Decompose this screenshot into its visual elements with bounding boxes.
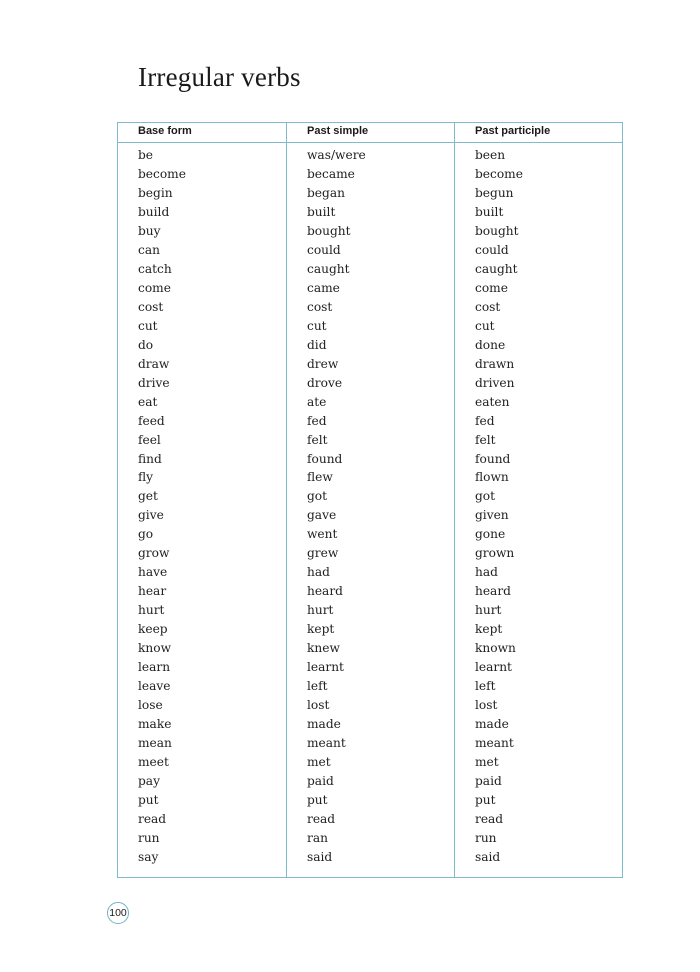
past-simple-cell: kept [307,622,335,637]
header-past-participle: Past participle [475,125,551,137]
past-simple-cell: bought [307,223,351,238]
past-participle-cell: done [475,337,506,352]
table-row [118,468,622,487]
table-row [118,241,622,260]
past-simple-cell: could [307,242,341,257]
past-simple-cell: drove [307,375,343,390]
table-row [118,450,622,469]
table-row [118,412,622,431]
header-past-simple: Past simple [307,125,369,137]
past-simple-cell: did [307,337,327,352]
base-form-cell: pay [138,773,160,788]
past-participle-cell: found [475,451,511,466]
table-row [118,582,622,601]
past-participle-cell: cost [475,299,501,314]
page-title: Irregular verbs [138,62,301,92]
base-form-cell: get [138,489,158,504]
base-form-cell: give [138,508,164,523]
past-participle-cell: hurt [475,603,502,618]
irregular-verbs-table [117,122,623,878]
past-participle-cell: lost [475,698,498,713]
base-form-cell: become [138,166,186,181]
page-number: 100 [107,902,129,924]
base-form-cell: can [138,242,160,257]
base-form-cell: run [138,830,160,845]
past-simple-cell: put [307,792,328,807]
past-participle-cell: meant [475,736,514,751]
base-form-cell: do [138,337,154,352]
past-participle-cell: put [475,792,496,807]
past-simple-cell: hurt [307,603,334,618]
past-simple-cell: meant [307,736,346,751]
base-form-cell: read [138,811,167,826]
base-form-cell: begin [138,185,173,200]
table-row [118,829,622,848]
past-participle-cell: given [475,508,509,523]
past-simple-cell: gave [307,508,337,523]
past-simple-cell: felt [307,432,328,447]
past-simple-cell: fed [307,413,327,428]
base-form-cell: leave [138,679,171,694]
past-simple-cell: went [307,527,338,542]
table-body [118,146,622,867]
base-form-cell: learn [138,660,171,675]
past-participle-cell: got [475,489,496,504]
table-row [118,848,622,867]
past-simple-cell: had [307,565,330,580]
table-row [118,715,622,734]
past-participle-cell: met [475,755,499,769]
past-participle-cell: had [475,565,498,580]
past-participle-cell: run [475,830,497,845]
table-row [118,563,622,582]
base-form-cell: cut [138,318,158,333]
past-participle-cell: gone [475,527,506,542]
past-participle-cell: left [475,679,496,694]
base-form-cell: buy [138,223,161,238]
base-form-cell: lose [138,698,163,713]
table-row [118,298,622,317]
past-participle-cell: come [475,280,508,295]
base-form-cell: hear [138,584,167,599]
past-simple-cell: ran [307,830,328,845]
base-form-cell: build [138,204,170,219]
base-form-cell: grow [138,546,170,561]
base-form-cell: fly [138,470,154,485]
past-simple-cell: began [307,185,345,200]
past-simple-cell: cut [307,318,327,333]
table-row [118,639,622,658]
past-participle-cell: grown [475,546,515,561]
base-form-cell: catch [138,261,172,276]
past-participle-cell: become [475,166,523,181]
base-form-cell: eat [138,394,158,409]
base-form-cell: have [138,565,168,580]
table-row [118,658,622,677]
base-form-cell: drive [138,375,170,390]
table-row [118,506,622,525]
past-participle-cell: bought [475,223,519,238]
base-form-cell: come [138,280,171,295]
header-divider [118,142,622,143]
past-participle-cell: said [475,849,501,864]
past-simple-cell: met [307,755,331,769]
table-row [118,222,622,241]
base-form-cell: put [138,792,159,807]
past-simple-cell: made [307,717,341,732]
base-form-cell: find [138,451,162,466]
table-row [118,203,622,222]
table-row [118,753,622,772]
base-form-cell: be [138,148,154,162]
table-row [118,601,622,620]
past-participle-cell: flown [475,470,509,485]
table-row [118,677,622,696]
table-row [118,279,622,298]
past-simple-cell: read [307,811,336,826]
table-row [118,810,622,829]
table-row [118,791,622,810]
past-simple-cell: lost [307,698,330,713]
past-participle-cell: begun [475,185,514,200]
table-row [118,487,622,506]
past-participle-cell: could [475,242,509,257]
base-form-cell: say [138,849,159,864]
table-row [118,260,622,279]
past-participle-cell: built [475,204,504,219]
past-participle-cell: been [475,148,506,162]
past-participle-cell: known [475,641,516,656]
past-simple-cell: paid [307,773,334,788]
past-participle-cell: eaten [475,394,510,409]
table-row [118,393,622,412]
table-row [118,772,622,791]
table-row [118,431,622,450]
past-simple-cell: said [307,849,333,864]
table-row [118,336,622,355]
base-form-cell: draw [138,356,170,371]
past-simple-cell: left [307,679,328,694]
past-simple-cell: cost [307,299,333,314]
table-row [118,317,622,336]
table-row [118,696,622,715]
header-base-form: Base form [138,125,192,137]
past-participle-cell: drawn [475,356,515,371]
past-simple-cell: caught [307,261,350,276]
base-form-cell: cost [138,299,164,314]
base-form-cell: keep [138,622,168,637]
table-row [118,355,622,374]
table-row [118,525,622,544]
past-simple-cell: got [307,489,328,504]
past-participle-cell: driven [475,375,515,390]
past-participle-cell: felt [475,432,496,447]
base-form-cell: go [138,527,154,542]
table-row [118,544,622,563]
past-participle-cell: cut [475,318,495,333]
past-simple-cell: became [307,166,355,181]
past-participle-cell: learnt [475,660,512,675]
past-simple-cell: was/were [307,148,366,162]
past-participle-cell: made [475,717,509,732]
past-participle-cell: caught [475,261,518,276]
past-simple-cell: grew [307,546,339,561]
past-simple-cell: built [307,204,336,219]
past-participle-cell: kept [475,622,503,637]
past-simple-cell: flew [307,470,333,485]
past-simple-cell: came [307,280,340,295]
past-participle-cell: fed [475,413,495,428]
table-row [118,620,622,639]
base-form-cell: feed [138,413,165,428]
base-form-cell: mean [138,736,172,751]
past-simple-cell: knew [307,641,340,656]
table-row [118,734,622,753]
base-form-cell: know [138,641,172,656]
past-participle-cell: heard [475,584,511,599]
past-participle-cell: read [475,811,504,826]
past-simple-cell: drew [307,356,339,371]
past-simple-cell: learnt [307,660,344,675]
table-row [118,184,622,203]
table-row [118,146,622,165]
base-form-cell: meet [138,755,169,769]
past-participle-cell: paid [475,773,502,788]
base-form-cell: feel [138,432,161,447]
past-simple-cell: heard [307,584,343,599]
base-form-cell: make [138,717,172,732]
past-simple-cell: found [307,451,343,466]
table-row [118,374,622,393]
base-form-cell: hurt [138,603,165,618]
past-simple-cell: ate [307,394,327,409]
table-row [118,165,622,184]
